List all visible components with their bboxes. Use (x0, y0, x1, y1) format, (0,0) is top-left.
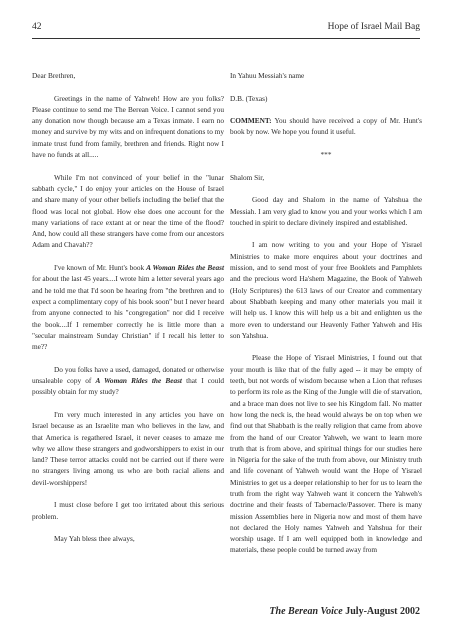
text-run: that I could possibly obtain for my study? (32, 376, 224, 397)
paragraph: Greetings in the name of Yahweh! How are you folks? Please continue to send me The Berean Voice. I cannot send you any donation now though because am a Texas inmate. I earn no money and survive by my wits and on infrequent donations to my inmate trust fund from family, brethren and friends. Right now I have no funds at all..... (32, 93, 224, 160)
letter-signature: D.B. (Texas) (230, 93, 268, 103)
letter-salutation: Shalom Sir, (230, 172, 265, 182)
right-column (230, 70, 422, 567)
section-title: Hope of Israel Mail Bag (327, 22, 420, 32)
editor-comment (230, 115, 422, 138)
text-run: Do you folks have a used, damaged, donated or otherwise unsaleable copy of (32, 364, 224, 386)
page-number: 42 (32, 22, 42, 32)
page-footer (230, 606, 420, 617)
paragraph (32, 262, 224, 352)
header-rule (32, 38, 420, 39)
letter-salutation: Dear Brethren, (32, 71, 76, 80)
paragraph (32, 364, 224, 398)
book-title: A Woman Rides the Beast (95, 376, 182, 386)
text-run: for about the last 45 years....I wrote him a letter several years ago and he told me that I'd soon be hearing from "the brethren and to expect a complimentary copy of his book soon" but I never heard from anyone connected to his "congregation" nor did I receive the book....If I remember correctly he is little more than a "secular mainstream Sunday Christian" if I recall his letter to me?? (32, 274, 224, 352)
comment-label: COMMENT: (230, 116, 272, 126)
publication-name: The Berean Voice (269, 606, 343, 617)
paragraph: I must close before I get too irritated about this serious problem. (32, 500, 224, 521)
left-column (32, 70, 224, 556)
paragraph: May Yah bless thee always, (54, 534, 135, 544)
text-run: I've known of Mr. Hunt's book (54, 263, 147, 273)
issue-date: July-August 2002 (342, 606, 420, 617)
paragraph: While I'm not convinced of your belief in the "lunar sabbath cycle," I do enjoy your articles on the House of Israel and share many of your other beliefs including the belief that the flood was local not global. How else does one account for the many variations of race extant at or near the time of the flood? And, how could all these strangers have come from our ancestors Adam and Chavah?? (32, 172, 224, 250)
comment-text: You should have received a copy of Mr. Hunt's book by now. We hope you found it useful. (230, 116, 422, 137)
paragraph: I'm very much interested in any articles you have on Israel because as an Israelite man who believes in the law, and that America is regathered Israel, it never ceases to amaze me why we allow these strangers and godworshippers to exist in our land? These terror attacks could not be carried out if there were no strangers living among us who are both racial aliens and devil-worshippers! (32, 409, 224, 487)
paragraph: Please the Hope of Yisrael Ministries, I found out that your mouth is like that of the fully aged -- it may be empty of teeth, but not words of wisdom because when a Lion that refuses to perform its role as the King of the Jungle will die of starvation, and a brace man does not live to see his Kingdom fall. No matter how long the neck is, the head would always be on top when we find out that Shabbath is the really religion that came from above from the hand of our Creator Yahweh, we want to learn more truth that is from above, and spiritual things for our studies here in Nigeria for the sake of the truth from above, our Ministry truth and life covenant of Yahweh would want the Hope of Yisrael Ministries to get us a deeper relationship to her for us to learn the truth from the right way Yahweh want it concern the Yahweh's doctrine and their feasts of Tabernacle/Passover. There is many mission Assemblies here in Nigeria now and most of them have not declared the Holy names Yahweh and Yahshua for their worship usage. If I am well equipped both in knowledge and materials, these people could be turned away from (230, 353, 422, 555)
separator: *** (320, 150, 332, 160)
paragraph: I am now writing to you and your Hope of Yisrael Ministries to make more enquires about your doctrines and mission, and to send most of your free Booklets and Pamphlets and the precious word Ha'shem Magazine, the Book of Yahweh (Holy Scriptures) the 613 laws of our Creator and commentary about Shabbath keeping and many other materials you mail it will help us. I know this will help us a bit and enlighten us the more even to understand our Heavenly Father Yahweh and His son Yahshua. (230, 240, 422, 340)
letter-closing: In Yahuu Messiah's name (230, 71, 305, 80)
book-title: A Woman Rides the Beast (146, 263, 224, 273)
paragraph: Good day and Shalom in the name of Yahshua the Messiah. I am very glad to know you and your works which I am touched in spirit to declare divinely inspired and established. (230, 195, 422, 227)
